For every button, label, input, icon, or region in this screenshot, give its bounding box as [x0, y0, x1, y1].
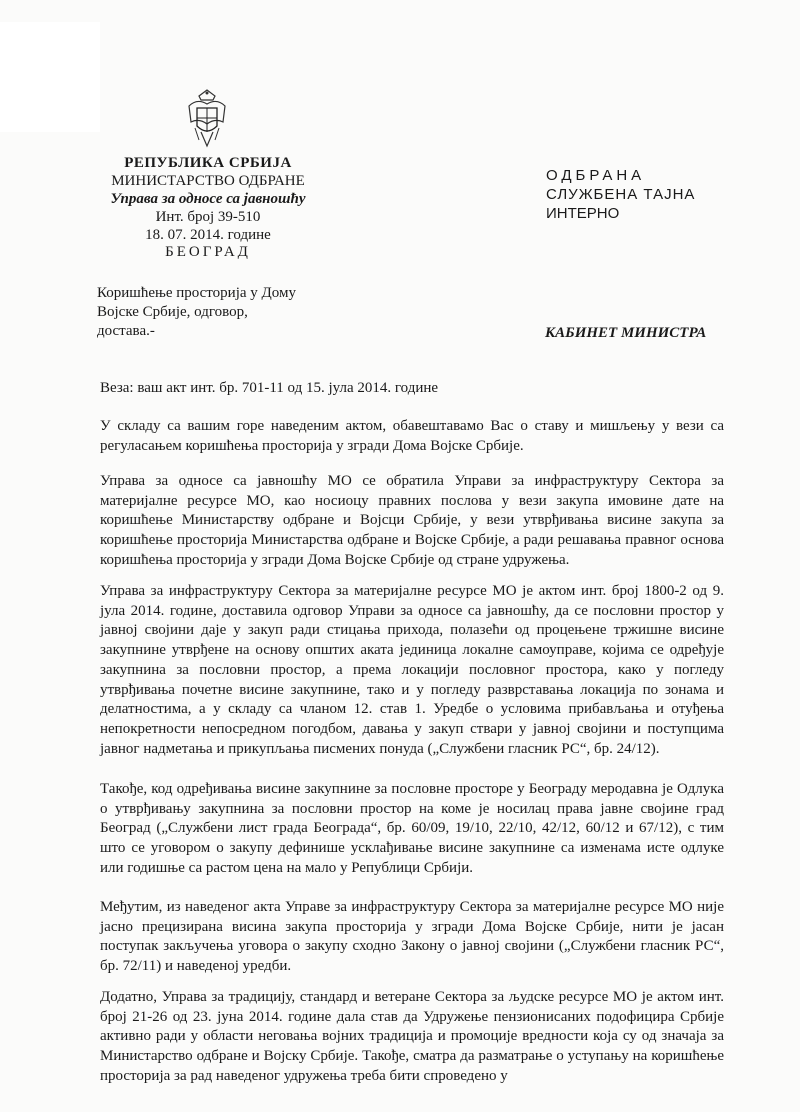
document-date: 18. 07. 2014. године: [145, 227, 271, 243]
paragraph-6: Додатно, Управа за традицију, стандард и ветеране Сектора за људске ресурсе МО је актом инт. број 21-26 од 23. јуна 2014. године дала став да Удружење пензионисаних подофицира Србије активно ради у области неговања војних традиција и промоције вредности која су од значаја за Министарство одбране и Војску Србије. Такође, сматра да разматрање о уступању на коришћење просторија за рад наведеног удружења треба бити спроведено у: [100, 989, 724, 1084]
department-name: Управа за односе са јавношћу: [110, 191, 306, 207]
classification-line-3: ИНТЕРНО: [546, 205, 620, 222]
subject-line-1: Коришћење просторија у Дому: [97, 285, 296, 301]
ministry-name: МИНИСТАРСТВО ОДБРАНЕ: [111, 173, 305, 189]
city-name: БЕОГРАД: [165, 244, 251, 260]
classification-line-2: СЛУЖБЕНА ТАЈНА: [546, 186, 696, 203]
subject-line-2: Војске Србије, одговор,: [97, 304, 248, 320]
subject-block: [97, 284, 397, 341]
redaction-block: [0, 22, 100, 132]
paragraph-2: Управа за односе са јавношћу МО се обратила Управи за инфраструктуру Сектора за материјалне ресурсе МО, као носиоцу правних послова у вези закупа имовине дате на коришћење Министарству одбране и Војсци Србије, у вези утврђивања висине закупа за коришћење просторија Министарства одбране и Војске Србије, а ради решавања правног основа коришћења просторија у згради Дома Војске Србије од стране удружења.: [100, 473, 724, 568]
recipient: КАБИНЕТ МИНИСТРА: [545, 325, 707, 341]
paragraph-1: У складу са вашим горе наведеним актом, обавештавамо Вас о ставу и мишљењу у вези са регуласањем коришћења просторија у згради Дома Војске Србије.: [100, 418, 724, 454]
country-name: РЕПУБЛИКА СРБИЈА: [124, 155, 292, 171]
classification-line-1: ОДБРАНА: [546, 167, 646, 184]
paragraph-3: Управа за инфраструктуру Сектора за материјалне ресурсе МО је актом инт. број 1800-2 од 9. јула 2014. године, доставила одговор Управи за односе са јавношћу, да се пословни простор у јавној својини даје у закуп ради стицања прихода, полазећи од процењене тржишне висине закупнине утврђене на основу општих аката јединица локалне самоуправе, којима се одређује закупнина за пословни простор, а према локацији пословног простора, како у погледу утврђивања почетне висине закупнине, тако и у погледу разврставања локација по зонама и делатностима, а у складу са чланом 12. став 1. Уредбе о условима прибављања и отуђења непокретности непосредном погодбом, давања у закуп ствари у јавној својини и поступцима јавног надметања и прикупљања писмених понуда („Службени гласник РС“, бр. 24/12).: [100, 583, 724, 757]
subject-line-3: достава.-: [97, 323, 155, 339]
document-number: Инт. број 39-510: [155, 209, 261, 225]
paragraph-5: Међутим, из наведеног акта Управе за инфраструктуру Сектора за материјалне ресурсе МО није јасно прецизирана висина закупа просторија у згради Дома Војске Србије, нити је јасан поступак закључења уговора о закупу сходно Закону о јавној својини („Службени гласник РС“, бр. 72/11) и наведеној уредби.: [100, 899, 724, 975]
paragraph-4: Такође, код одређивања висине закупнине за пословне просторе у Београду меродавна је Одлука о утврђивању закупнина за пословни простор на коме је носилац права јавне својине град Београд („Службени лист града Београда“, бр. 60/09, 19/10, 22/10, 42/12, 60/12 и 67/12), с тим што се уговором о закупу дефинише усклађивање висине закупнине са изменама исте одлуке или годишње са растом цена на мало у Републици Србији.: [100, 781, 724, 876]
reference-line: Веза: ваш акт инт. бр. 701-11 од 15. јула 2014. године: [100, 380, 439, 396]
coat-of-arms-icon: [185, 88, 229, 150]
